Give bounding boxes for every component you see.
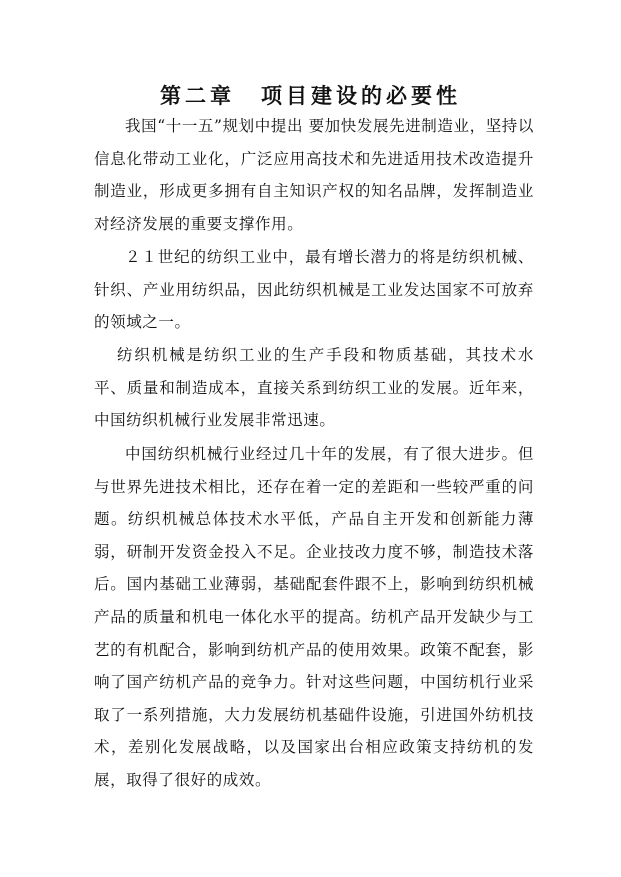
chapter-heading	[0, 82, 621, 110]
paragraph-3: 纺织机械是纺织工业的生产手段和物质基础，其技术水平、质量和制造成本，直接关系到纺织工业的发展。近年来，中国纺织机械行业发展非常迅速。	[94, 346, 534, 430]
paragraph-4: 中国纺织机械行业经过几十年的发展，有了很大进步。但与世界先进技术相比，还存在着一定的差距和一些较严重的问题。纺织机械总体技术水平低，产品自主开发和创新能力薄弱，研制开发资金投入不足。企业技改力度不够，制造技术落后。国内基础工业薄弱，基础配套件跟不上，影响到纺织机械产品的质量和机电一体化水平的提高。纺机产品开发缺少与工艺的有机配合，影响到纺机产品的使用效果。政策不配套，影响了国产纺机产品的竞争力。针对这些问题，中国纺机行业采取了一系列措施，大力发展纺机基础件设施，引进国外纺机技术，差别化发展战略，以及国家出台相应政策支持纺机的发展，取得了很好的成效。	[94, 445, 534, 789]
chapter-label: 第二章	[160, 83, 235, 108]
paragraph-1: 我国“十一五”规划中提出 要加快发展先进制造业，坚持以信息化带动工业化，广泛应用高技术和先进适用技术改造提升制造业，形成更多拥有自主知识产权的知名品牌，发挥制造业对经济发展的重要支撑作用。	[94, 117, 534, 233]
chapter-title: 项目建设的必要性	[261, 83, 461, 108]
paragraph-2: ２１世纪的纺织工业中，最有增长潜力的将是纺织机械、针织、产业用纺织品，因此纺织机械是工业发达国家不可放弃的领域之一。	[94, 248, 534, 332]
